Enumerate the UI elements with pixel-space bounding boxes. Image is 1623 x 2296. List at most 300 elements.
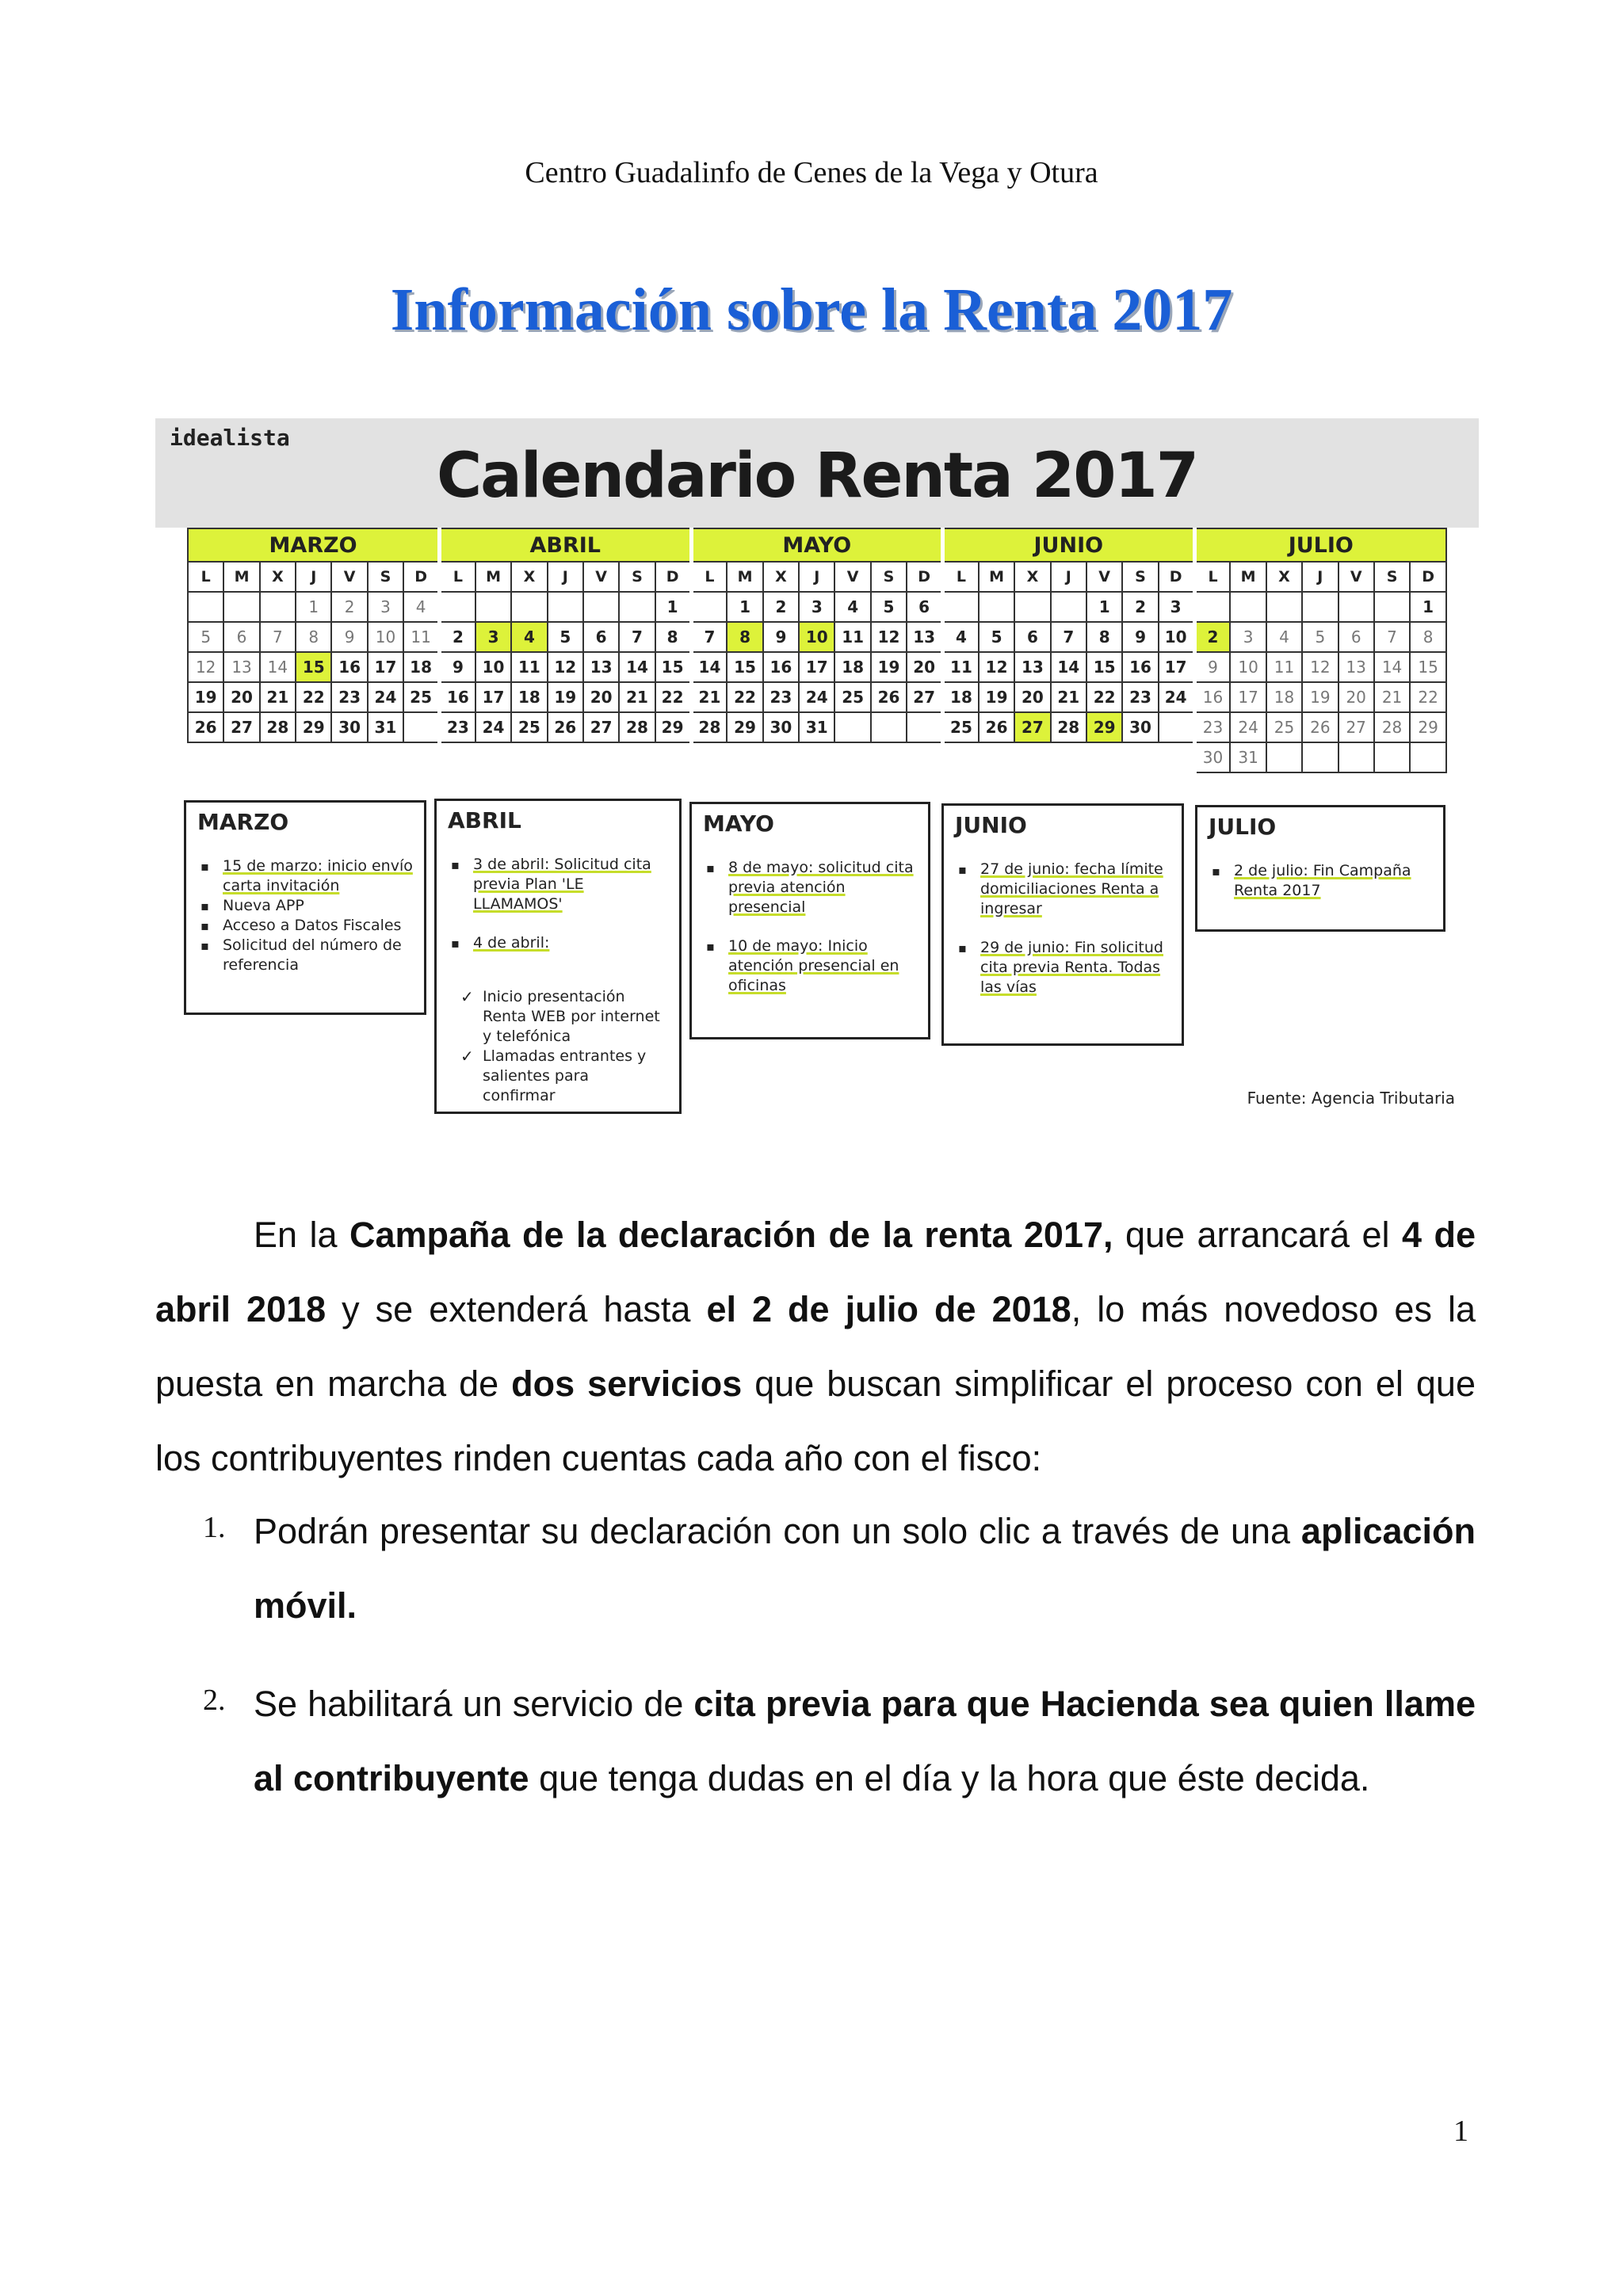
day-cell: 16 bbox=[440, 682, 475, 712]
intro-paragraph: En la Campaña de la declaración de la renta 2017, que arrancará el 4 de abril 2018 y se extenderá hasta el 2 de julio de 2018, lo más novedoso es la puesta en marcha de dos servicios que buscan simplificar el proceso con el que los contribuyentes rinden cuentas cada año con el fisco: bbox=[155, 1215, 1476, 1478]
day-cell: 5 bbox=[1302, 622, 1338, 652]
day-cell: 16 bbox=[331, 652, 367, 682]
day-cell: 17 bbox=[368, 652, 403, 682]
day-cell: 31 bbox=[1230, 742, 1266, 772]
day-cell: 10 bbox=[368, 622, 403, 652]
month-header: JUNIO bbox=[943, 528, 1195, 562]
day-cell: 23 bbox=[763, 682, 799, 712]
day-cell: 23 bbox=[1194, 712, 1230, 742]
weekday-label: D bbox=[1159, 562, 1194, 592]
empty-cell bbox=[403, 742, 439, 772]
empty-cell bbox=[1159, 742, 1194, 772]
empty-cell bbox=[799, 742, 834, 772]
empty-cell bbox=[440, 742, 475, 772]
empty-cell bbox=[1086, 742, 1122, 772]
weekday-label: V bbox=[1086, 562, 1122, 592]
day-cell: 2 bbox=[331, 592, 367, 622]
day-cell: 1 bbox=[655, 592, 691, 622]
weekday-label: S bbox=[368, 562, 403, 592]
box-item: ▪ Solicitud del número de referencia bbox=[197, 936, 416, 975]
day-cell: 11 bbox=[511, 652, 547, 682]
empty-cell bbox=[691, 742, 727, 772]
day-cell: 30 bbox=[763, 712, 799, 742]
weekday-label: M bbox=[475, 562, 511, 592]
empty-cell bbox=[368, 742, 403, 772]
day-cell: 27 bbox=[907, 682, 942, 712]
day-cell: 13 bbox=[223, 652, 259, 682]
weekday-label: X bbox=[1266, 562, 1302, 592]
weekday-label: L bbox=[691, 562, 727, 592]
day-cell: 19 bbox=[548, 682, 583, 712]
day-cell: 2 bbox=[1194, 622, 1230, 652]
day-cell: 6 bbox=[583, 622, 619, 652]
weekday-label: J bbox=[1302, 562, 1338, 592]
day-cell: 1 bbox=[296, 592, 331, 622]
empty-cell bbox=[979, 592, 1014, 622]
day-cell: 18 bbox=[403, 652, 439, 682]
empty-cell bbox=[1014, 592, 1050, 622]
day-cell: 18 bbox=[1266, 682, 1302, 712]
empty-cell bbox=[260, 742, 296, 772]
day-cell: 15 bbox=[727, 652, 762, 682]
day-cell: 1 bbox=[727, 592, 762, 622]
day-cell: 9 bbox=[440, 652, 475, 682]
day-cell: 4 bbox=[834, 592, 870, 622]
weekday-label: X bbox=[260, 562, 296, 592]
empty-cell bbox=[1266, 742, 1302, 772]
empty-cell bbox=[727, 742, 762, 772]
box-list bbox=[703, 858, 920, 1015]
day-cell: 20 bbox=[223, 682, 259, 712]
day-cell: 23 bbox=[440, 712, 475, 742]
empty-cell bbox=[1122, 742, 1158, 772]
weekday-label: D bbox=[1410, 562, 1446, 592]
day-cell: 4 bbox=[511, 622, 547, 652]
day-cell: 8 bbox=[296, 622, 331, 652]
day-cell: 13 bbox=[1014, 652, 1050, 682]
day-cell: 25 bbox=[511, 712, 547, 742]
day-cell: 24 bbox=[1159, 682, 1194, 712]
box-list bbox=[448, 855, 671, 1104]
day-cell: 15 bbox=[1086, 652, 1122, 682]
day-cell: 18 bbox=[834, 652, 870, 682]
weekday-label: J bbox=[1051, 562, 1086, 592]
day-cell: 22 bbox=[1410, 682, 1446, 712]
day-cell: 15 bbox=[296, 652, 331, 682]
day-cell: 6 bbox=[223, 622, 259, 652]
day-cell: 1 bbox=[1410, 592, 1446, 622]
day-cell: 3 bbox=[475, 622, 511, 652]
day-cell: 29 bbox=[655, 712, 691, 742]
day-cell: 8 bbox=[655, 622, 691, 652]
day-cell: 11 bbox=[834, 622, 870, 652]
day-cell: 24 bbox=[475, 712, 511, 742]
weekday-label: M bbox=[979, 562, 1014, 592]
box-list bbox=[197, 856, 416, 975]
box-subitem: ✓ Inicio presentación Renta WEB por internet y telefónica bbox=[459, 987, 663, 1047]
empty-cell bbox=[188, 742, 223, 772]
empty-cell bbox=[871, 712, 907, 742]
day-cell: 28 bbox=[1374, 712, 1410, 742]
day-cell: 6 bbox=[1014, 622, 1050, 652]
day-cell: 13 bbox=[583, 652, 619, 682]
day-cell: 11 bbox=[943, 652, 979, 682]
box-title: ABRIL bbox=[448, 807, 521, 833]
weekday-label: X bbox=[1014, 562, 1050, 592]
source-note: Fuente: Agencia Tributaria bbox=[1247, 1089, 1455, 1108]
day-cell: 23 bbox=[331, 682, 367, 712]
box-sublist bbox=[459, 987, 663, 1106]
empty-cell bbox=[475, 592, 511, 622]
day-cell: 19 bbox=[1302, 682, 1338, 712]
day-cell: 9 bbox=[1194, 652, 1230, 682]
empty-cell bbox=[1194, 592, 1230, 622]
list-item: Se habilitará un servicio de cita previa para que Hacienda sea quien llame al contribuyente que tenga dudas en el día y la hora que éste decida. bbox=[254, 1684, 1476, 1798]
empty-cell bbox=[871, 742, 907, 772]
weekday-label: V bbox=[583, 562, 619, 592]
calendar-title: Calendario Renta 2017 bbox=[436, 441, 1198, 512]
day-cell: 26 bbox=[188, 712, 223, 742]
empty-cell bbox=[1410, 742, 1446, 772]
calendar-months bbox=[187, 528, 1447, 773]
empty-cell bbox=[511, 592, 547, 622]
day-cell: 25 bbox=[834, 682, 870, 712]
day-cell: 9 bbox=[763, 622, 799, 652]
day-cell: 12 bbox=[871, 622, 907, 652]
day-cell: 6 bbox=[1338, 622, 1374, 652]
info-box-julio bbox=[1195, 805, 1445, 932]
box-item: ▪ 27 de junio: fecha límite domiciliaciones Renta a ingresar bbox=[955, 860, 1174, 919]
day-cell: 25 bbox=[943, 712, 979, 742]
box-list bbox=[1209, 861, 1435, 920]
info-box-abril bbox=[434, 799, 682, 1114]
day-cell: 21 bbox=[1051, 682, 1086, 712]
day-cell: 10 bbox=[1230, 652, 1266, 682]
day-cell: 22 bbox=[655, 682, 691, 712]
day-cell: 17 bbox=[475, 682, 511, 712]
empty-cell bbox=[403, 712, 439, 742]
day-cell: 18 bbox=[511, 682, 547, 712]
info-box-junio bbox=[941, 803, 1184, 1046]
box-subitem: ✓ Llamadas entrantes y salientes para confirmar bbox=[459, 1047, 663, 1106]
day-cell: 23 bbox=[1122, 682, 1158, 712]
weekday-label: M bbox=[223, 562, 259, 592]
empty-cell bbox=[619, 742, 655, 772]
day-cell: 25 bbox=[1266, 712, 1302, 742]
week-row bbox=[188, 682, 1446, 712]
empty-cell bbox=[583, 592, 619, 622]
empty-cell bbox=[1374, 592, 1410, 622]
day-cell: 12 bbox=[548, 652, 583, 682]
week-row bbox=[188, 592, 1446, 622]
day-cell: 20 bbox=[1014, 682, 1050, 712]
box-item: ▪ 8 de mayo: solicitud cita previa atención presencial bbox=[703, 858, 920, 917]
day-cell: 26 bbox=[871, 682, 907, 712]
calendar-grid bbox=[187, 528, 1447, 773]
empty-cell bbox=[260, 592, 296, 622]
day-cell: 20 bbox=[583, 682, 619, 712]
day-cell: 18 bbox=[943, 682, 979, 712]
day-cell: 28 bbox=[691, 712, 727, 742]
empty-cell bbox=[1230, 592, 1266, 622]
empty-cell bbox=[763, 742, 799, 772]
day-cell: 8 bbox=[1086, 622, 1122, 652]
day-cell: 21 bbox=[260, 682, 296, 712]
empty-cell bbox=[511, 742, 547, 772]
weekday-label: V bbox=[834, 562, 870, 592]
day-cell: 13 bbox=[1338, 652, 1374, 682]
box-item: ▪ 2 de julio: Fin Campaña Renta 2017 bbox=[1209, 861, 1435, 901]
empty-cell bbox=[1051, 742, 1086, 772]
day-cell: 30 bbox=[1122, 712, 1158, 742]
weekday-label: J bbox=[296, 562, 331, 592]
day-cell: 4 bbox=[403, 592, 439, 622]
list-item: Podrán presentar su declaración con un solo clic a través de una aplicación móvil. bbox=[254, 1511, 1476, 1626]
day-cell: 17 bbox=[1159, 652, 1194, 682]
empty-cell bbox=[907, 712, 942, 742]
weekday-row bbox=[188, 562, 1446, 592]
empty-cell bbox=[1302, 592, 1338, 622]
weekday-label: S bbox=[619, 562, 655, 592]
list-number: 2. bbox=[203, 1684, 226, 1717]
day-cell: 26 bbox=[1302, 712, 1338, 742]
day-cell: 19 bbox=[979, 682, 1014, 712]
day-cell: 26 bbox=[979, 712, 1014, 742]
day-cell: 30 bbox=[331, 712, 367, 742]
day-cell: 21 bbox=[1374, 682, 1410, 712]
empty-cell bbox=[440, 592, 475, 622]
weekday-label: M bbox=[1230, 562, 1266, 592]
month-header-row bbox=[188, 528, 1446, 562]
day-cell: 20 bbox=[907, 652, 942, 682]
calendar-figure bbox=[155, 418, 1479, 1116]
weekday-label: J bbox=[548, 562, 583, 592]
day-cell: 7 bbox=[1051, 622, 1086, 652]
weekday-label: V bbox=[331, 562, 367, 592]
day-cell: 4 bbox=[943, 622, 979, 652]
day-cell: 7 bbox=[691, 622, 727, 652]
empty-cell bbox=[1338, 592, 1374, 622]
day-cell: 29 bbox=[296, 712, 331, 742]
month-header: ABRIL bbox=[440, 528, 692, 562]
day-cell: 27 bbox=[1338, 712, 1374, 742]
day-cell: 16 bbox=[763, 652, 799, 682]
week-row bbox=[188, 712, 1446, 742]
weekday-label: L bbox=[440, 562, 475, 592]
day-cell: 14 bbox=[1051, 652, 1086, 682]
empty-cell bbox=[223, 742, 259, 772]
day-cell: 10 bbox=[799, 622, 834, 652]
day-cell: 21 bbox=[619, 682, 655, 712]
day-cell: 12 bbox=[188, 652, 223, 682]
page-number: 1 bbox=[1453, 2115, 1468, 2148]
day-cell: 15 bbox=[1410, 652, 1446, 682]
empty-cell bbox=[619, 592, 655, 622]
day-cell: 13 bbox=[907, 622, 942, 652]
day-cell: 7 bbox=[619, 622, 655, 652]
day-cell: 30 bbox=[1194, 742, 1230, 772]
empty-cell bbox=[691, 592, 727, 622]
day-cell: 14 bbox=[619, 652, 655, 682]
day-cell: 6 bbox=[907, 592, 942, 622]
month-header: MARZO bbox=[188, 528, 440, 562]
day-cell: 14 bbox=[691, 652, 727, 682]
day-cell: 8 bbox=[727, 622, 762, 652]
day-cell: 2 bbox=[763, 592, 799, 622]
weekday-label: S bbox=[1122, 562, 1158, 592]
week-row bbox=[188, 622, 1446, 652]
empty-cell bbox=[331, 742, 367, 772]
empty-cell bbox=[834, 742, 870, 772]
day-cell: 22 bbox=[1086, 682, 1122, 712]
day-cell: 26 bbox=[548, 712, 583, 742]
empty-cell bbox=[1302, 742, 1338, 772]
empty-cell bbox=[907, 742, 942, 772]
day-cell: 28 bbox=[1051, 712, 1086, 742]
empty-cell bbox=[1051, 592, 1086, 622]
box-item: ▪ Acceso a Datos Fiscales bbox=[197, 916, 416, 936]
day-cell: 4 bbox=[1266, 622, 1302, 652]
day-cell: 5 bbox=[188, 622, 223, 652]
day-cell: 5 bbox=[548, 622, 583, 652]
weekday-label: V bbox=[1338, 562, 1374, 592]
day-cell: 29 bbox=[727, 712, 762, 742]
day-cell: 20 bbox=[1338, 682, 1374, 712]
weekday-label: X bbox=[763, 562, 799, 592]
day-cell: 10 bbox=[1159, 622, 1194, 652]
box-item: ▪ 10 de mayo: Inicio atención presencial en oficinas bbox=[703, 936, 920, 996]
weekday-label: L bbox=[943, 562, 979, 592]
empty-cell bbox=[223, 592, 259, 622]
day-cell: 25 bbox=[403, 682, 439, 712]
empty-cell bbox=[655, 742, 691, 772]
box-item: ▪ 15 de marzo: inicio envío carta invitación bbox=[197, 856, 416, 896]
day-cell: 14 bbox=[1374, 652, 1410, 682]
month-header: JULIO bbox=[1194, 528, 1446, 562]
day-cell: 24 bbox=[1230, 712, 1266, 742]
list-number: 1. bbox=[203, 1511, 226, 1544]
empty-cell bbox=[1159, 712, 1194, 742]
day-cell: 5 bbox=[979, 622, 1014, 652]
day-cell: 3 bbox=[799, 592, 834, 622]
day-cell: 31 bbox=[799, 712, 834, 742]
weekday-label: S bbox=[1374, 562, 1410, 592]
weekday-label: J bbox=[799, 562, 834, 592]
day-cell: 27 bbox=[1014, 712, 1050, 742]
day-cell: 17 bbox=[799, 652, 834, 682]
empty-cell bbox=[1338, 742, 1374, 772]
day-cell: 1 bbox=[1086, 592, 1122, 622]
day-cell: 22 bbox=[296, 682, 331, 712]
day-cell: 2 bbox=[1122, 592, 1158, 622]
empty-cell bbox=[1374, 742, 1410, 772]
page-header: Centro Guadalinfo de Cenes de la Vega y Otura bbox=[525, 156, 1098, 189]
box-title: JULIO bbox=[1209, 814, 1277, 840]
week-row bbox=[188, 742, 1446, 772]
day-cell: 27 bbox=[583, 712, 619, 742]
day-cell: 16 bbox=[1122, 652, 1158, 682]
day-cell: 17 bbox=[1230, 682, 1266, 712]
box-title: JUNIO bbox=[955, 812, 1027, 838]
box-list bbox=[955, 860, 1174, 1016]
day-cell: 12 bbox=[979, 652, 1014, 682]
day-cell: 24 bbox=[368, 682, 403, 712]
day-cell: 28 bbox=[619, 712, 655, 742]
day-cell: 2 bbox=[440, 622, 475, 652]
day-cell: 12 bbox=[1302, 652, 1338, 682]
box-item: ▪ 3 de abril: Solicitud cita previa Plan 'LE LLAMAMOS' bbox=[448, 855, 671, 914]
weekday-label: D bbox=[655, 562, 691, 592]
day-cell: 27 bbox=[223, 712, 259, 742]
day-cell: 22 bbox=[727, 682, 762, 712]
box-title: MARZO bbox=[197, 809, 289, 835]
day-cell: 29 bbox=[1410, 712, 1446, 742]
day-cell: 24 bbox=[799, 682, 834, 712]
empty-cell bbox=[583, 742, 619, 772]
day-cell: 11 bbox=[1266, 652, 1302, 682]
box-item: ▪ 4 de abril: ✓ Inicio presentación Renta WEB por internet y telefónica ✓ Llamadas entrantes y salientes para confirmar bbox=[448, 933, 671, 953]
empty-cell bbox=[548, 742, 583, 772]
page-title: Información sobre la Renta 2017 bbox=[390, 277, 1233, 343]
day-cell: 21 bbox=[691, 682, 727, 712]
calendar-banner bbox=[155, 418, 1479, 528]
weekday-label: D bbox=[907, 562, 942, 592]
day-cell: 7 bbox=[260, 622, 296, 652]
empty-cell bbox=[475, 742, 511, 772]
day-cell: 10 bbox=[475, 652, 511, 682]
box-title: MAYO bbox=[703, 810, 774, 837]
empty-cell bbox=[188, 592, 223, 622]
empty-cell bbox=[296, 742, 331, 772]
day-cell: 9 bbox=[331, 622, 367, 652]
week-row bbox=[188, 652, 1446, 682]
day-cell: 11 bbox=[403, 622, 439, 652]
empty-cell bbox=[548, 592, 583, 622]
empty-cell bbox=[943, 592, 979, 622]
day-cell: 9 bbox=[1122, 622, 1158, 652]
day-cell: 7 bbox=[1374, 622, 1410, 652]
weekday-label: L bbox=[188, 562, 223, 592]
day-cell: 28 bbox=[260, 712, 296, 742]
weekday-label: S bbox=[871, 562, 907, 592]
empty-cell bbox=[834, 712, 870, 742]
weekday-label: M bbox=[727, 562, 762, 592]
info-box-marzo bbox=[184, 800, 426, 1015]
day-cell: 5 bbox=[871, 592, 907, 622]
weekday-label: X bbox=[511, 562, 547, 592]
day-cell: 3 bbox=[1230, 622, 1266, 652]
empty-cell bbox=[943, 742, 979, 772]
empty-cell bbox=[1266, 592, 1302, 622]
day-cell: 31 bbox=[368, 712, 403, 742]
day-cell: 19 bbox=[188, 682, 223, 712]
info-box-mayo bbox=[689, 802, 930, 1039]
month-header: MAYO bbox=[691, 528, 943, 562]
brand-logo: idealista bbox=[170, 425, 290, 451]
day-cell: 3 bbox=[1159, 592, 1194, 622]
day-cell: 3 bbox=[368, 592, 403, 622]
empty-cell bbox=[1014, 742, 1050, 772]
day-cell: 19 bbox=[871, 652, 907, 682]
day-cell: 29 bbox=[1086, 712, 1122, 742]
day-cell: 15 bbox=[655, 652, 691, 682]
box-item: ▪ Nueva APP bbox=[197, 896, 416, 916]
weekday-label: D bbox=[403, 562, 439, 592]
day-cell: 8 bbox=[1410, 622, 1446, 652]
day-cell: 16 bbox=[1194, 682, 1230, 712]
day-cell: 14 bbox=[260, 652, 296, 682]
empty-cell bbox=[979, 742, 1014, 772]
